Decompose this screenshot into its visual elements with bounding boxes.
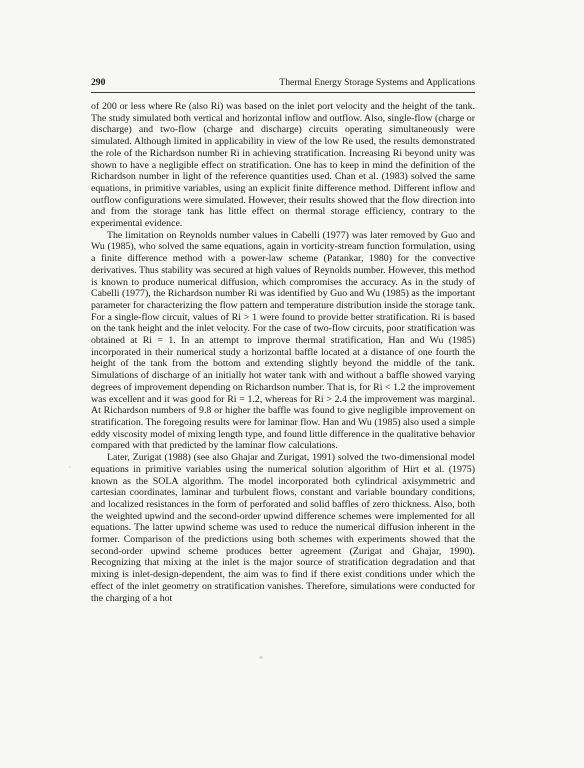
page-header [91,77,475,89]
body-text [91,101,475,604]
scan-speck [69,466,71,468]
paragraph-2: The limitation on Reynolds number values in Cabelli (1977) was later removed by Guo and Wu (1985), who solved the same equations, again in vorticity-stream function formulation, using a finite difference method with a power-law scheme (Patankar, 1980) for the convective derivatives. Thus stability was secured at high values of Reynolds number. However, this method is known to produce numerical diffusion, which compromises the accuracy. As in the study of Cabelli (1977), the Richardson number Ri was identified by Guo and Wu (1985) as the important parameter for characterizing the flow pattern and temperature distribution inside the storage tank. For a single-flow circuit, values of Ri > 1 were found to provide better stratification. Ri is based on the tank height and the inlet velocity. For the case of two-flow circuits, poor stratification was obtained at Ri = 1. In an attempt to improve thermal stratification, Han and Wu (1985) incorporated in their numerical study a horizontal baffle located at a distance of one fourth the height of the tank from the bottom and extending slightly beyond the middle of the tank. Simulations of discharge of an initially hot water tank with and without a baffle showed varying degrees of improvement depending on Richardson number. That is, for Ri < 1.2 the improvement was excellent and it was good for Ri = 1.2, whereas for Ri > 2.4 the improvement was marginal. At Richardson numbers of 9.8 or higher the baffle was found to give negligible improvement on stratification. The foregoing results were for laminar flow. Han and Wu (1985) also used a simple eddy viscosity model of mixing length type, and found little difference in the qualitative behavior compared with that predicted by the laminar flow calculations. [91,229,475,452]
paragraph-1: of 200 or less where Re (also Ri) was based on the inlet port velocity and the height of the tank. The study simulated both vertical and horizontal inflow and outflow. Also, single-flow (charge or discharge) and two-flow (charge and discharge) circuits operating simultaneously were simulated. Although limited in applicability in view of the low Re used, the results demonstrated the role of the Richardson number Ri in achieving stratification. Increasing Ri beyond unity was shown to have a negligible effect on stratification. One has to keep in mind the definition of the Richardson number in light of the reference quantities used. Chan et al. (1983) solved the same equations, in primitive variables, using an explicit finite difference method. Different inflow and outflow configurations were simulated. However, their results showed that the flow direction into and from the storage tank has little effect on thermal storage efficiency, contrary to the experimental evidence. [91,101,475,230]
scan-speck [259,656,263,659]
page-number: 290 [91,77,106,88]
header-rule [91,92,475,93]
running-title: Thermal Energy Storage Systems and Applications [279,77,475,88]
paragraph-3: Later, Zurigat (1988) (see also Ghajar and Zurigat, 1991) solved the two-dimensional model equations in primitive variables using the numerical solution algorithm of Hirt et al. (1975) known as the SOLA algorithm. The model incorporated both cylindrical axisymmetric and cartesian coordinates, laminar and turbulent flows, constant and variable boundary conditions, and localized resistances in the form of perforated and solid baffles of zero thickness. Also, both the weighted upwind and the second-order upwind difference schemes were implemented for all equations. The latter upwind scheme was used to reduce the numerical diffusion inherent in the former. Comparison of the predictions using both schemes with experiments showed that the second-order upwind scheme produces better agreement (Zurigat and Ghajar, 1990). Recognizing that mixing at the inlet is the major source of stratification degradation and that mixing is inlet-design-dependent, the aim was to find if there exist conditions under which the effect of the inlet geometry on stratification vanishes. Therefore, simulations were conducted for the charging of a hot [91,452,475,604]
